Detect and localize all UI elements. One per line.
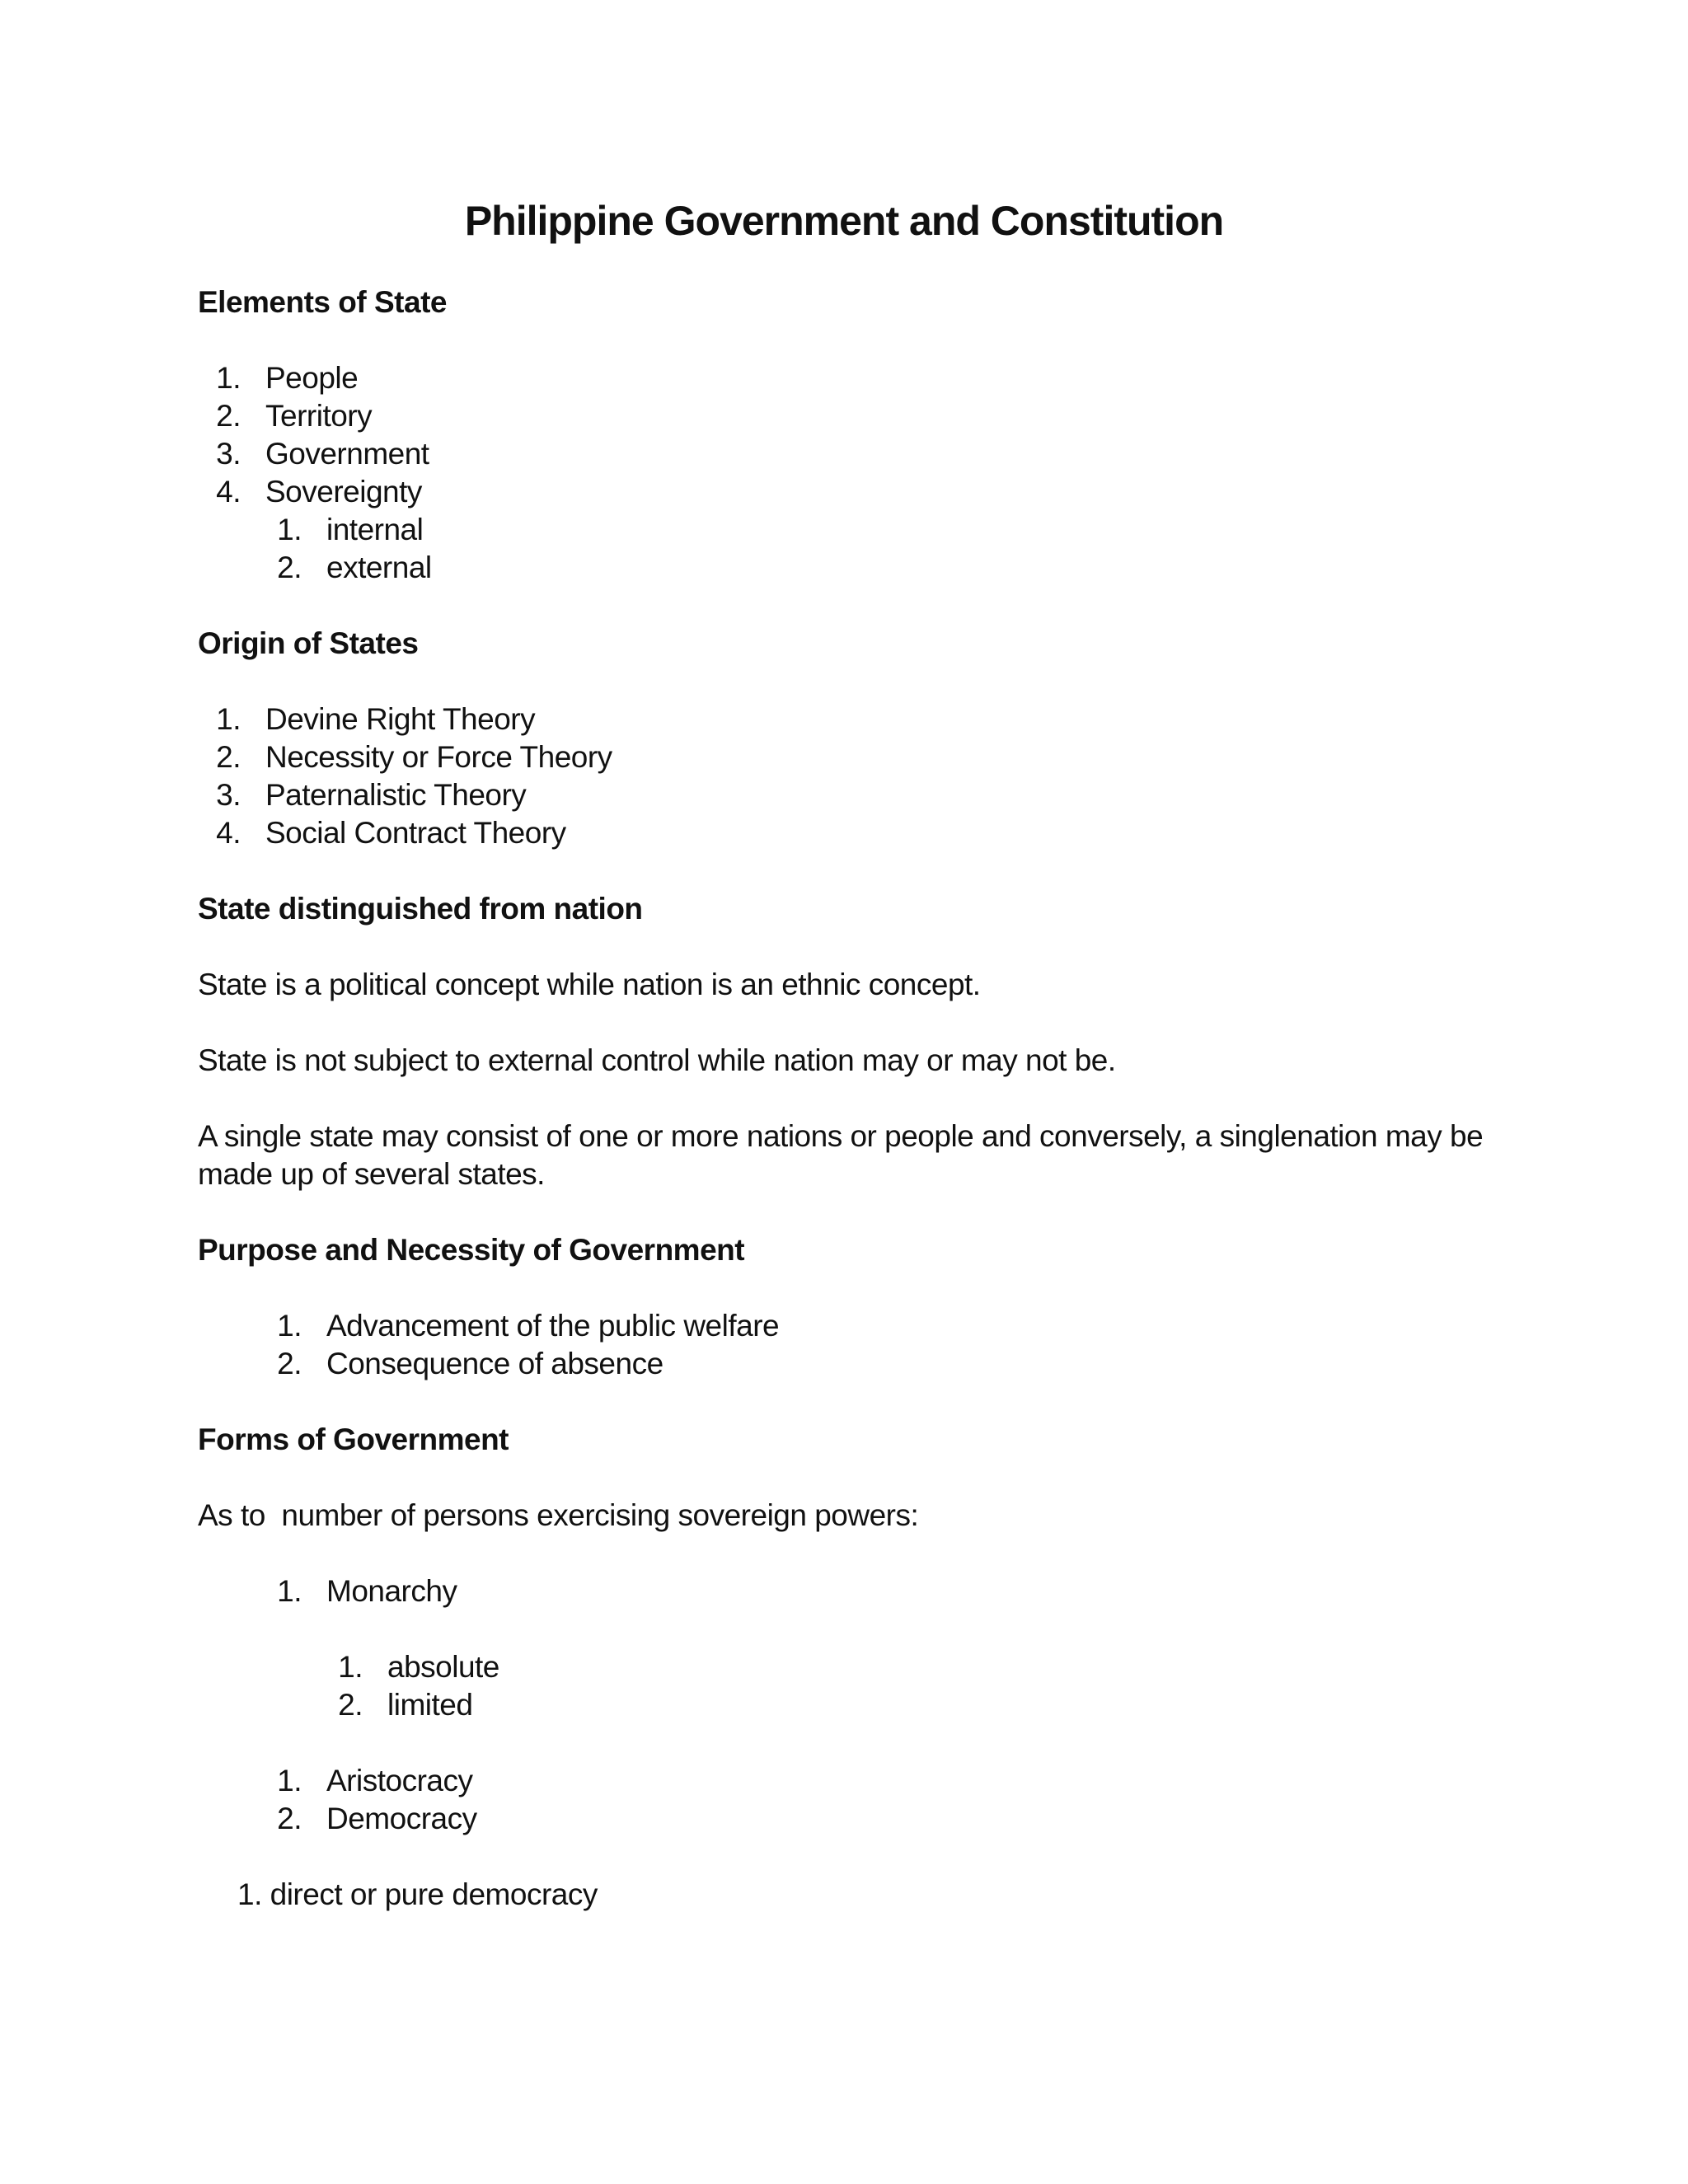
list-number: 3.: [216, 778, 241, 812]
list-number: 1.: [277, 513, 302, 546]
list-item-text: Devine Right Theory: [265, 702, 536, 736]
list-item-text: Democracy: [326, 1802, 477, 1835]
list-item: [241, 1762, 472, 1800]
list-number: 3.: [216, 437, 241, 471]
list-item-text: internal: [326, 513, 424, 546]
list-number: 2.: [277, 551, 302, 584]
heading-origin-of-states: Origin of States: [198, 626, 419, 660]
list-item: [180, 397, 372, 435]
list-item-text: Sovereignty: [265, 475, 422, 509]
list-item: [241, 1345, 663, 1383]
list-item: [180, 701, 535, 738]
list-number: 2.: [277, 1802, 302, 1835]
heading-purpose-of-government: Purpose and Necessity of Government: [198, 1233, 745, 1267]
paragraph: State is a political concept while nation is an ethnic concept.: [198, 968, 981, 1001]
list-item: [180, 738, 612, 776]
list-number: 2.: [277, 1347, 302, 1380]
list-number: 1.: [277, 1574, 302, 1608]
list-item: [241, 1572, 457, 1610]
list-item: [180, 435, 429, 473]
list-number: 2.: [338, 1688, 363, 1722]
list-item: 1. direct or pure democracy: [237, 1877, 598, 1911]
list-item-text: Paternalistic Theory: [265, 778, 527, 812]
list-item-text: Government: [265, 437, 429, 471]
sub-list-item: [241, 511, 423, 549]
list-item: [180, 359, 358, 397]
list-number: 2.: [216, 399, 241, 433]
sub-list-item: [241, 549, 432, 587]
list-number: 4.: [216, 475, 241, 509]
paragraph: State is not subject to external control while nation may or may not be.: [198, 1043, 1116, 1077]
list-number: 1.: [338, 1650, 363, 1684]
list-item-text: limited: [387, 1688, 473, 1722]
list-item-text: Monarchy: [326, 1574, 457, 1608]
list-item: [241, 1800, 477, 1838]
heading-elements-of-state: Elements of State: [198, 285, 447, 319]
list-number: 4.: [216, 816, 241, 850]
list-number: 1.: [216, 361, 241, 395]
heading-forms-of-government: Forms of Government: [198, 1422, 509, 1456]
list-number: 1.: [216, 702, 241, 736]
list-item-text: absolute: [387, 1650, 499, 1684]
document-title: Philippine Government and Constitution: [464, 198, 1224, 244]
list-item-text: Aristocracy: [326, 1764, 473, 1797]
list-item: [180, 473, 422, 511]
list-number: 1.: [277, 1764, 302, 1797]
list-item: [241, 1307, 779, 1345]
paragraph: A single state may consist of one or more nations or people and conversely, a singlenation may be made up of several states.: [198, 1119, 1484, 1191]
paragraph: As to number of persons exercising sovereign powers:: [198, 1498, 919, 1532]
sub-list-item: [302, 1648, 499, 1686]
list-number: 1.: [277, 1309, 302, 1343]
list-item-text: Necessity or Force Theory: [265, 740, 612, 774]
list-number: 2.: [216, 740, 241, 774]
list-item: [180, 776, 526, 814]
heading-state-distinguished: State distinguished from nation: [198, 892, 643, 926]
sub-list-item: [302, 1686, 472, 1724]
list-item: [180, 814, 566, 852]
list-item-text: Consequence of absence: [326, 1347, 663, 1380]
list-item-text: Advancement of the public welfare: [326, 1309, 780, 1343]
list-item-text: Territory: [265, 399, 373, 433]
list-item-text: external: [326, 551, 432, 584]
list-item-text: People: [265, 361, 359, 395]
list-item-text: Social Contract Theory: [265, 816, 566, 850]
